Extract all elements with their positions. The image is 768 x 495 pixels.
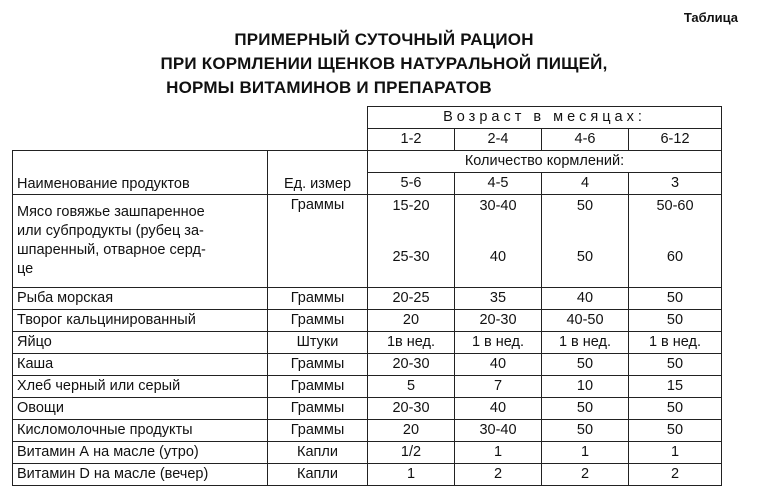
value-cell: 20-25	[368, 288, 455, 310]
meat-name-line: шпаренный, отварное серд-	[17, 242, 206, 258]
value-cell: 20	[368, 310, 455, 332]
product-name-cell: Творог кальцинированный	[13, 310, 268, 332]
value-cell: 1	[368, 464, 455, 486]
product-name-cell: Витамин А на масле (утро)	[13, 442, 268, 464]
value-cell: 1	[542, 442, 629, 464]
unit-cell: Капли	[268, 442, 368, 464]
title-line-1: ПРИМЕРНЫЙ СУТОЧНЫЙ РАЦИОН	[234, 30, 534, 49]
product-name-cell: Рыба морская	[13, 288, 268, 310]
header-row-feedings	[13, 151, 722, 173]
unit-cell: Граммы	[268, 310, 368, 332]
value-cell: 2	[629, 464, 722, 486]
value-cell: 40-50	[542, 310, 629, 332]
value-cell: 1	[455, 442, 542, 464]
meat-value-a: 50-60	[656, 198, 694, 214]
value-cell: 5	[368, 376, 455, 398]
unit-cell: Капли	[268, 464, 368, 486]
unit-cell: Граммы	[268, 398, 368, 420]
title-line-3: НОРМЫ ВИТАМИНОВ И ПРЕПАРАТОВ	[166, 78, 492, 97]
product-name-cell: Кисломолочные продукты	[13, 420, 268, 442]
unit-cell: Граммы	[268, 354, 368, 376]
value-cell: 1	[629, 442, 722, 464]
value-cell: 1 в нед.	[542, 332, 629, 354]
document-title	[0, 28, 768, 100]
meat-value-cell	[368, 195, 455, 288]
value-cell: 2	[455, 464, 542, 486]
meat-value-b: 60	[666, 249, 684, 265]
value-cell: 1в нед.	[368, 332, 455, 354]
value-cell: 50	[629, 398, 722, 420]
table-row	[13, 332, 722, 354]
feed-count-cell: 4-5	[455, 173, 542, 195]
table-row	[13, 376, 722, 398]
unit-cell: Граммы	[268, 420, 368, 442]
value-cell: 30-40	[455, 420, 542, 442]
meat-name-line: це	[17, 261, 34, 277]
table-row	[13, 398, 722, 420]
value-cell: 10	[542, 376, 629, 398]
meat-value-b: 50	[576, 249, 594, 265]
value-cell: 50	[542, 398, 629, 420]
unit-cell: Граммы	[268, 376, 368, 398]
value-cell: 50	[629, 420, 722, 442]
meat-name-cell	[13, 195, 268, 288]
value-cell: 2	[542, 464, 629, 486]
table-body	[13, 288, 722, 486]
meat-value-cell	[455, 195, 542, 288]
value-cell: 35	[455, 288, 542, 310]
value-cell: 1 в нед.	[629, 332, 722, 354]
age-cell: 4-6	[542, 129, 629, 151]
value-cell: 50	[629, 310, 722, 332]
header-row-ages	[13, 129, 722, 151]
value-cell: 1 в нед.	[455, 332, 542, 354]
product-name-cell: Овощи	[13, 398, 268, 420]
unit-cell: Штуки	[268, 332, 368, 354]
value-cell: 1/2	[368, 442, 455, 464]
unit-cell: Граммы	[268, 288, 368, 310]
value-cell: 15	[629, 376, 722, 398]
value-cell: 50	[542, 354, 629, 376]
value-cell: 20	[368, 420, 455, 442]
header-unit: Ед. измер	[268, 151, 368, 195]
value-cell: 20-30	[368, 354, 455, 376]
value-cell: 7	[455, 376, 542, 398]
meat-value-a: 30-40	[479, 198, 517, 214]
header-blank	[13, 129, 368, 151]
meat-value-a: 15-20	[392, 198, 430, 214]
header-row-age	[13, 107, 722, 129]
product-name-cell: Витамин D на масле (вечер)	[13, 464, 268, 486]
feed-count-cell: 5-6	[368, 173, 455, 195]
meat-value-a: 50	[576, 198, 594, 214]
header-feedings: Количество кормлений:	[368, 151, 722, 173]
table-row-meat	[13, 195, 722, 288]
value-cell: 50	[629, 288, 722, 310]
table-row	[13, 442, 722, 464]
table-tag: Таблица	[683, 10, 738, 25]
meat-name-line: или субпродукты (рубец за-	[17, 223, 204, 239]
value-cell: 20-30	[455, 310, 542, 332]
value-cell: 40	[455, 398, 542, 420]
meat-value-cell	[542, 195, 629, 288]
product-name-cell: Хлеб черный или серый	[13, 376, 268, 398]
meat-value-b: 40	[489, 249, 507, 265]
product-name-cell: Яйцо	[13, 332, 268, 354]
value-cell: 50	[542, 420, 629, 442]
title-line-2: ПРИ КОРМЛЕНИИ ЩЕНКОВ НАТУРАЛЬНОЙ ПИЩЕЙ,	[160, 54, 608, 73]
product-name-cell: Каша	[13, 354, 268, 376]
table-row	[13, 354, 722, 376]
value-cell: 40	[455, 354, 542, 376]
table-row	[13, 464, 722, 486]
feed-count-cell: 4	[542, 173, 629, 195]
table-row	[13, 420, 722, 442]
value-cell: 20-30	[368, 398, 455, 420]
age-cell: 6-12	[629, 129, 722, 151]
header-blank	[13, 107, 368, 129]
header-name: Наименование продуктов	[13, 151, 268, 195]
meat-value-cell	[629, 195, 722, 288]
age-cell: 2-4	[455, 129, 542, 151]
value-cell: 40	[542, 288, 629, 310]
header-age: Возраст в месяцах:	[368, 107, 722, 129]
ration-table	[12, 106, 722, 486]
feed-count-cell: 3	[629, 173, 722, 195]
meat-name-line: Мясо говяжье зашпаренное	[17, 204, 205, 220]
meat-unit-cell: Граммы	[268, 195, 368, 288]
meat-value-b: 25-30	[392, 249, 430, 265]
age-cell: 1-2	[368, 129, 455, 151]
table-row	[13, 288, 722, 310]
value-cell: 50	[629, 354, 722, 376]
table-row	[13, 310, 722, 332]
